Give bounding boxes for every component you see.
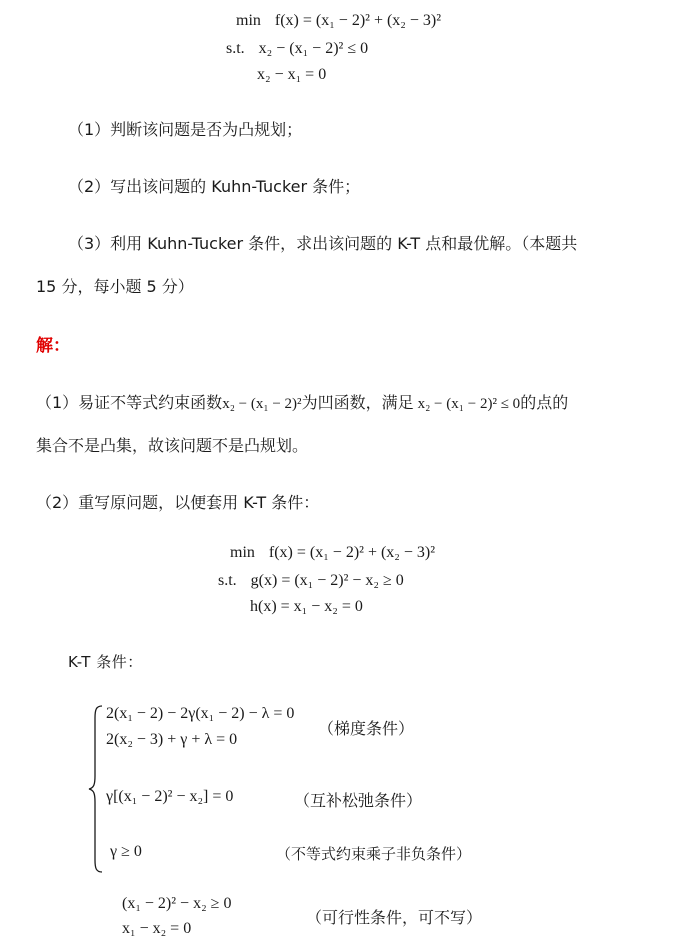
kt-nonneg-eq: γ ≥ 0: [110, 843, 142, 860]
rewrite-min-label: min: [230, 544, 255, 561]
kt-gradient-eq-2: 2(x₂ − 3) + γ + λ = 0: [106, 731, 238, 748]
rewrite-g-constraint: [218, 572, 404, 590]
problem-constraint-2: x₂ − x₁ = 0: [257, 66, 327, 83]
question-1: （1）判断该问题是否为凸规划；: [68, 120, 303, 139]
kt-gradient-note: （梯度条件）: [318, 719, 415, 738]
rewrite-st-label: s.t.: [218, 572, 237, 589]
kt-label: K-T 条件：: [68, 653, 143, 671]
problem-objective-expr: f(x) = (x₁ − 2)² + (x₂ − 3)²: [274, 12, 442, 29]
kt-gradient-eq-1: 2(x₁ − 2) − 2γ(x₁ − 2) − λ = 0: [106, 705, 295, 722]
solution-part-1-line-2: 集合不是凸集，故该问题不是凸规划。: [36, 436, 309, 455]
solution-part-1-text-c: 的点的: [520, 393, 569, 412]
solution-heading: 解：: [36, 336, 70, 356]
rewrite-objective: [230, 544, 435, 562]
feasibility-note: （可行性条件，可不写）: [306, 908, 483, 927]
solution-part-1-text-b: 为凹函数，满足: [301, 393, 414, 412]
kt-complementary-note: （互补松弛条件）: [294, 791, 423, 810]
kt-nonneg-note: （不等式约束乘子非负条件）: [276, 845, 472, 863]
problem-constraint-1-expr: x₂ − (x₁ − 2)² ≤ 0: [258, 40, 369, 57]
problem-objective: [236, 12, 441, 30]
feasibility-eq-1: (x₁ − 2)² − x₂ ≥ 0: [122, 895, 232, 912]
solution-part-1-expr-1: x₂ − (x₁ − 2)²: [222, 396, 302, 412]
question-2: （2）写出该问题的 Kuhn-Tucker 条件；: [68, 177, 361, 196]
problem-constraint-1: [226, 40, 368, 58]
rewrite-objective-expr: f(x) = (x₁ − 2)² + (x₂ − 3)²: [268, 544, 436, 561]
problem-st-label: s.t.: [226, 40, 245, 57]
feasibility-eq-2: x₁ − x₂ = 0: [122, 920, 192, 937]
solution-part-2: （2）重写原问题，以便套用 K-T 条件：: [36, 493, 320, 512]
rewrite-h-constraint: h(x) = x₁ − x₂ = 0: [250, 598, 363, 615]
solution-part-1-text-a: （1）易证不等式约束函数: [36, 393, 223, 412]
solution-part-1-line-1: [36, 390, 568, 413]
solution-part-1-expr-2: x₂ − (x₁ − 2)² ≤ 0: [417, 396, 521, 412]
question-3-line-2: 15 分，每小题 5 分）: [36, 277, 194, 296]
question-3-line-1: （3）利用 Kuhn-Tucker 条件，求出该问题的 K-T 点和最优解。（本题共: [68, 234, 578, 253]
problem-min-label: min: [236, 12, 261, 29]
left-brace-icon: [88, 704, 104, 874]
kt-complementary-eq: γ[(x₁ − 2)² − x₂] = 0: [106, 788, 234, 805]
rewrite-g-expr: g(x) = (x₁ − 2)² − x₂ ≥ 0: [250, 572, 404, 589]
